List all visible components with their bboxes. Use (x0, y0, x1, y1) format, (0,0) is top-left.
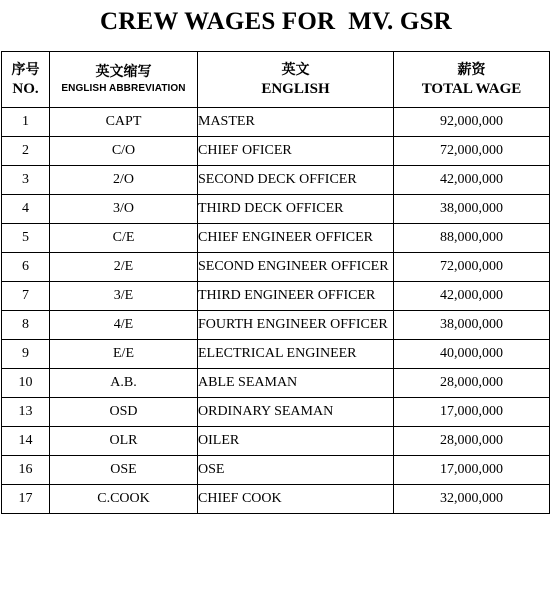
header-no-cjk: 序号 (11, 61, 40, 78)
table-row (2, 369, 550, 398)
table-row (2, 398, 550, 427)
cell-wage: 40,000,000 (394, 340, 550, 369)
header-no (2, 52, 50, 108)
cell-wage: 17,000,000 (394, 456, 550, 485)
cell-english: CHIEF COOK (198, 485, 394, 514)
header-english-label: ENGLISH (261, 80, 330, 97)
cell-abbreviation: OSD (50, 398, 198, 427)
table-row (2, 485, 550, 514)
header-english-cjk: 英文 (281, 61, 310, 78)
crew-wages-table (1, 51, 550, 514)
cell-no: 5 (2, 224, 50, 253)
cell-abbreviation: C/E (50, 224, 198, 253)
cell-abbreviation: C.COOK (50, 485, 198, 514)
cell-wage: 28,000,000 (394, 369, 550, 398)
table-row (2, 195, 550, 224)
cell-no: 6 (2, 253, 50, 282)
cell-abbreviation: OLR (50, 427, 198, 456)
table-row (2, 166, 550, 195)
cell-wage: 17,000,000 (394, 398, 550, 427)
cell-abbreviation: CAPT (50, 108, 198, 137)
header-abbreviation-label: ENGLISH ABBREVIATION (61, 83, 186, 94)
cell-no: 7 (2, 282, 50, 311)
cell-english: THIRD ENGINEER OFFICER (198, 282, 394, 311)
cell-abbreviation: 2/O (50, 166, 198, 195)
cell-english: FOURTH ENGINEER OFFICER (198, 311, 394, 340)
cell-no: 9 (2, 340, 50, 369)
cell-abbreviation: OSE (50, 456, 198, 485)
table-row (2, 282, 550, 311)
cell-wage: 42,000,000 (394, 166, 550, 195)
cell-wage: 32,000,000 (394, 485, 550, 514)
cell-english: SECOND DECK OFFICER (198, 166, 394, 195)
cell-english: ORDINARY SEAMAN (198, 398, 394, 427)
cell-abbreviation: 4/E (50, 311, 198, 340)
header-abbreviation-cjk: 英文缩写 (95, 64, 152, 80)
table-row (2, 340, 550, 369)
cell-no: 16 (2, 456, 50, 485)
cell-abbreviation: 2/E (50, 253, 198, 282)
header-no-label: NO. (12, 80, 39, 97)
cell-english: OSE (198, 456, 394, 485)
table-header-row (2, 52, 550, 108)
cell-wage: 42,000,000 (394, 282, 550, 311)
table-row (2, 253, 550, 282)
cell-english: ELECTRICAL ENGINEER (198, 340, 394, 369)
cell-wage: 92,000,000 (394, 108, 550, 137)
cell-abbreviation: C/O (50, 137, 198, 166)
cell-english: ABLE SEAMAN (198, 369, 394, 398)
cell-no: 3 (2, 166, 50, 195)
table-row (2, 456, 550, 485)
cell-wage: 38,000,000 (394, 195, 550, 224)
cell-no: 14 (2, 427, 50, 456)
header-total-wage (394, 52, 550, 108)
cell-no: 1 (2, 108, 50, 137)
cell-english: MASTER (198, 108, 394, 137)
header-total-wage-label: TOTAL WAGE (421, 80, 522, 97)
cell-abbreviation: 3/O (50, 195, 198, 224)
table-row (2, 224, 550, 253)
header-abbreviation (50, 52, 198, 108)
cell-english: CHIEF ENGINEER OFFICER (198, 224, 394, 253)
cell-no: 2 (2, 137, 50, 166)
header-total-wage-cjk: 薪资 (457, 61, 486, 78)
cell-english: CHIEF OFICER (198, 137, 394, 166)
cell-english: THIRD DECK OFFICER (198, 195, 394, 224)
cell-wage: 72,000,000 (394, 253, 550, 282)
table-row (2, 427, 550, 456)
table-row (2, 311, 550, 340)
cell-wage: 38,000,000 (394, 311, 550, 340)
cell-wage: 28,000,000 (394, 427, 550, 456)
cell-abbreviation: E/E (50, 340, 198, 369)
table-row (2, 137, 550, 166)
cell-english: OILER (198, 427, 394, 456)
cell-no: 8 (2, 311, 50, 340)
cell-wage: 72,000,000 (394, 137, 550, 166)
cell-abbreviation: 3/E (50, 282, 198, 311)
cell-no: 17 (2, 485, 50, 514)
header-english (198, 52, 394, 108)
cell-wage: 88,000,000 (394, 224, 550, 253)
cell-english: SECOND ENGINEER OFFICER (198, 253, 394, 282)
table-row (2, 108, 550, 137)
document-title: CREW WAGES FOR MV. GSR (100, 8, 452, 35)
cell-no: 10 (2, 369, 50, 398)
cell-no: 4 (2, 195, 50, 224)
cell-abbreviation: A.B. (50, 369, 198, 398)
cell-no: 13 (2, 398, 50, 427)
